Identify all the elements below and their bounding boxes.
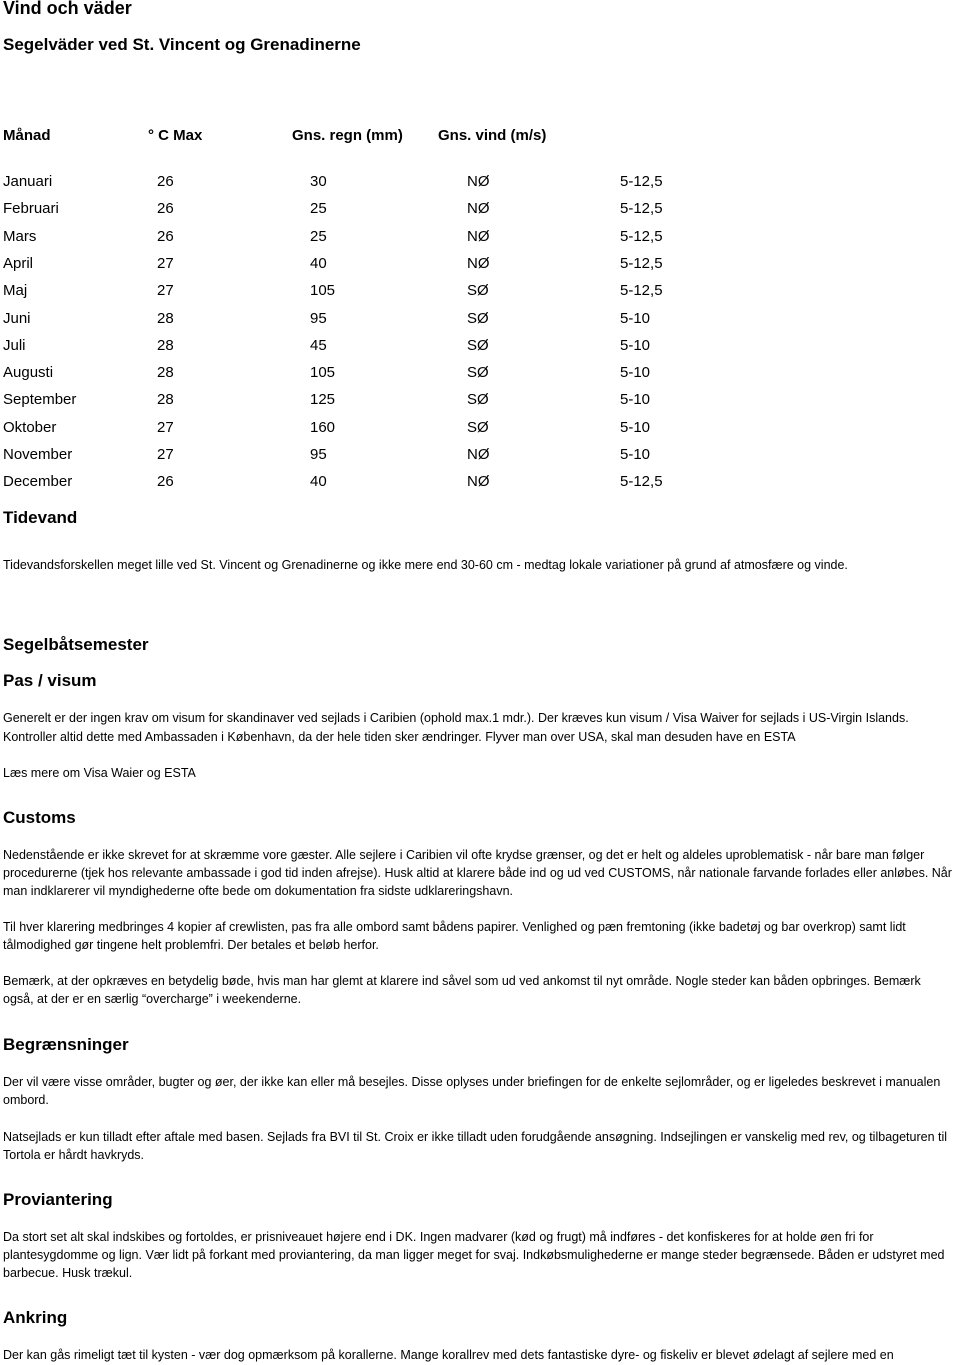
wind-direction-cell: SØ	[467, 391, 489, 409]
wind-speed-cell: 5-10	[620, 364, 651, 382]
month-cell: Mars	[3, 227, 37, 245]
temp-cell: 26	[157, 200, 174, 218]
month-cell: November	[3, 446, 73, 463]
rain-cell: 25	[310, 227, 327, 245]
section-heading-segelbatsemester: Segelbåtsemester	[3, 635, 149, 654]
column-header-month: Månad	[3, 127, 51, 144]
column-header-rain: Gns. regn (mm)	[292, 127, 403, 144]
customs-paragraph-1: Nedenstående er ikke skrevet for at skræmme vore gæster. Alle sejlere i Caribien vil ofte krydse grænser, og det er helt og aldeles uproblematisk - når bare man følger procedurerne (tjek hos relevante ambassade i god tid inden afrejse). Husk altid at klarere både ind og ud ved CUSTOMS, når nationale farvande forlades eller anløbes. Når man indklarerer vil myndighederne ofte bede om dokumentation fra sidste udklareringshavn.	[3, 848, 952, 898]
temp-cell: 28	[157, 364, 174, 382]
month-cell: Oktober	[3, 418, 57, 436]
wind-speed-cell: 5-12,5	[620, 473, 663, 491]
visa-waiver-link[interactable]: Læs mere om Visa Waier og ESTA	[3, 766, 196, 780]
month-cell: Februari	[3, 200, 59, 218]
section-heading-ankring: Ankring	[3, 1308, 68, 1327]
rain-cell: 30	[310, 173, 327, 190]
wind-direction-cell: NØ	[467, 473, 490, 491]
wind-speed-cell: 5-12,5	[620, 282, 663, 300]
wind-direction-cell: SØ	[467, 336, 489, 354]
section-heading-begransninger: Begrænsninger	[3, 1035, 129, 1054]
wind-direction-cell: NØ	[467, 254, 490, 272]
rain-cell: 105	[310, 282, 336, 300]
wind-speed-cell: 5-12,5	[620, 200, 663, 218]
column-header-wind: Gns. vind (m/s)	[438, 127, 547, 144]
section-heading-tidevand: Tidevand	[3, 508, 78, 527]
customs-paragraph-3: Bemærk, at der opkræves en betydelig bøde, hvis man har glemt at klarere ind såvel som ud ved ankomst til nyt område. Nogle steder kan båden opbringes. Bemærk også, at der er en særlig “overcharge” i weekenderne.	[3, 974, 921, 1006]
wind-direction-cell: NØ	[467, 200, 490, 218]
month-cell: Maj	[3, 282, 28, 300]
section-heading-pas-visum: Pas / visum	[3, 671, 97, 690]
rain-cell: 25	[310, 200, 327, 218]
page-subtitle: Segelväder ved St. Vincent og Grenadinerne	[3, 35, 361, 54]
customs-paragraph-2: Til hver klarering medbringes 4 kopier af crewlisten, pas fra alle ombord samt bådens papirer. Venlighed og pæn fremtoning (ikke badetøj og bar overkrop) samt lidt tålmodighed gør tingene helt problemfri. Der betales et beløb herfor.	[3, 920, 906, 952]
temp-cell: 27	[157, 282, 174, 300]
begransninger-paragraph-2: Natsejlads er kun tilladt efter aftale med basen. Sejlads fra BVI til St. Croix er ikke tilladt uden forudgående ansøgning. Indsejlingen er vanskelig med rev, og tilbageturen til Tortola er hårdt havkryds.	[3, 1130, 948, 1162]
temp-cell: 28	[157, 391, 174, 409]
temp-cell: 26	[157, 227, 174, 245]
wind-direction-cell: SØ	[467, 364, 489, 382]
month-cell: Januari	[3, 173, 53, 190]
wind-direction-cell: SØ	[467, 418, 489, 436]
temp-cell: 28	[157, 309, 174, 327]
rain-cell: 95	[310, 309, 327, 327]
rain-cell: 45	[310, 336, 327, 354]
month-cell: September	[3, 391, 77, 409]
pas-text-line2: Kontroller altid dette med Ambassaden i København, da der hele tiden sker ændringer. Flyver man over USA, skal man desuden have en ESTA	[3, 730, 796, 744]
page-title: Vind och väder	[3, 0, 132, 18]
ankring-paragraph: Der kan gås rimeligt tæt til kysten - vær dog opmærksom på korallerne. Mange korallrev med dets fantastiske dyre- og fiskeliv er blevet ødelagt af sejlere med en	[3, 1348, 894, 1362]
tidevand-text: Tidevandsforskellen meget lille ved St. Vincent og Grenadinerne og ikke mere end 30-60 cm - medtag lokale variationer på grund af atmosfære og vinde.	[3, 558, 848, 572]
wind-speed-cell: 5-12,5	[620, 254, 663, 272]
month-cell: Augusti	[3, 364, 54, 382]
month-cell: December	[3, 473, 73, 491]
wind-direction-cell: SØ	[467, 282, 489, 300]
temp-cell: 27	[157, 418, 174, 436]
wind-direction-cell: NØ	[467, 173, 490, 190]
month-cell: April	[3, 254, 34, 272]
column-header-temp: ° C Max	[148, 127, 203, 144]
proviantering-paragraph: Da stort set alt skal indskibes og fortoldes, er prisniveauet højere end i DK. Ingen madvarer (kød og frugt) må indføres - det konfiskeres for at holde øen fri for plantesygdomme og lign. Vær lidt på forkant med proviantering, da man ligger meget for svaj. Indkøbsmulighederne er mange steder begrænsede. Båden er udstyret med barbecue. Husk trækul.	[3, 1230, 945, 1280]
temp-cell: 26	[157, 473, 174, 491]
rain-cell: 105	[310, 364, 336, 382]
month-cell: Juli	[3, 336, 26, 354]
temp-cell: 27	[157, 446, 174, 463]
pas-text-line1: Generelt er der ingen krav om visum for skandinaver ved sejlads i Caribien (ophold max.1 mdr.). Der kræves kun visum / Visa Waiver for sejlads i US-Virgin Islands.	[3, 711, 909, 725]
rain-cell: 95	[310, 446, 327, 463]
wind-speed-cell: 5-12,5	[620, 227, 663, 245]
begransninger-paragraph-1: Der vil være visse områder, bugter og øer, der ikke kan eller må besejles. Disse oplyses under briefingen for de enkelte sejlområder, og er ligeledes beskrevet i manualen ombord.	[3, 1075, 941, 1107]
wind-speed-cell: 5-10	[620, 418, 651, 436]
month-cell: Juni	[3, 309, 31, 327]
temp-cell: 28	[157, 336, 174, 354]
temp-cell: 26	[157, 173, 174, 190]
temp-cell: 27	[157, 254, 174, 272]
rain-cell: 40	[310, 473, 327, 491]
wind-speed-cell: 5-10	[620, 309, 651, 327]
wind-speed-cell: 5-10	[620, 446, 651, 463]
wind-speed-cell: 5-10	[620, 391, 651, 409]
section-heading-customs: Customs	[3, 808, 76, 827]
wind-speed-cell: 5-12,5	[620, 173, 663, 190]
wind-direction-cell: SØ	[467, 309, 489, 327]
wind-direction-cell: NØ	[467, 227, 490, 245]
wind-direction-cell: NØ	[467, 446, 490, 463]
rain-cell: 40	[310, 254, 327, 272]
wind-speed-cell: 5-10	[620, 336, 651, 354]
section-heading-proviantering: Proviantering	[3, 1190, 113, 1209]
rain-cell: 125	[310, 391, 336, 409]
rain-cell: 160	[310, 418, 336, 436]
